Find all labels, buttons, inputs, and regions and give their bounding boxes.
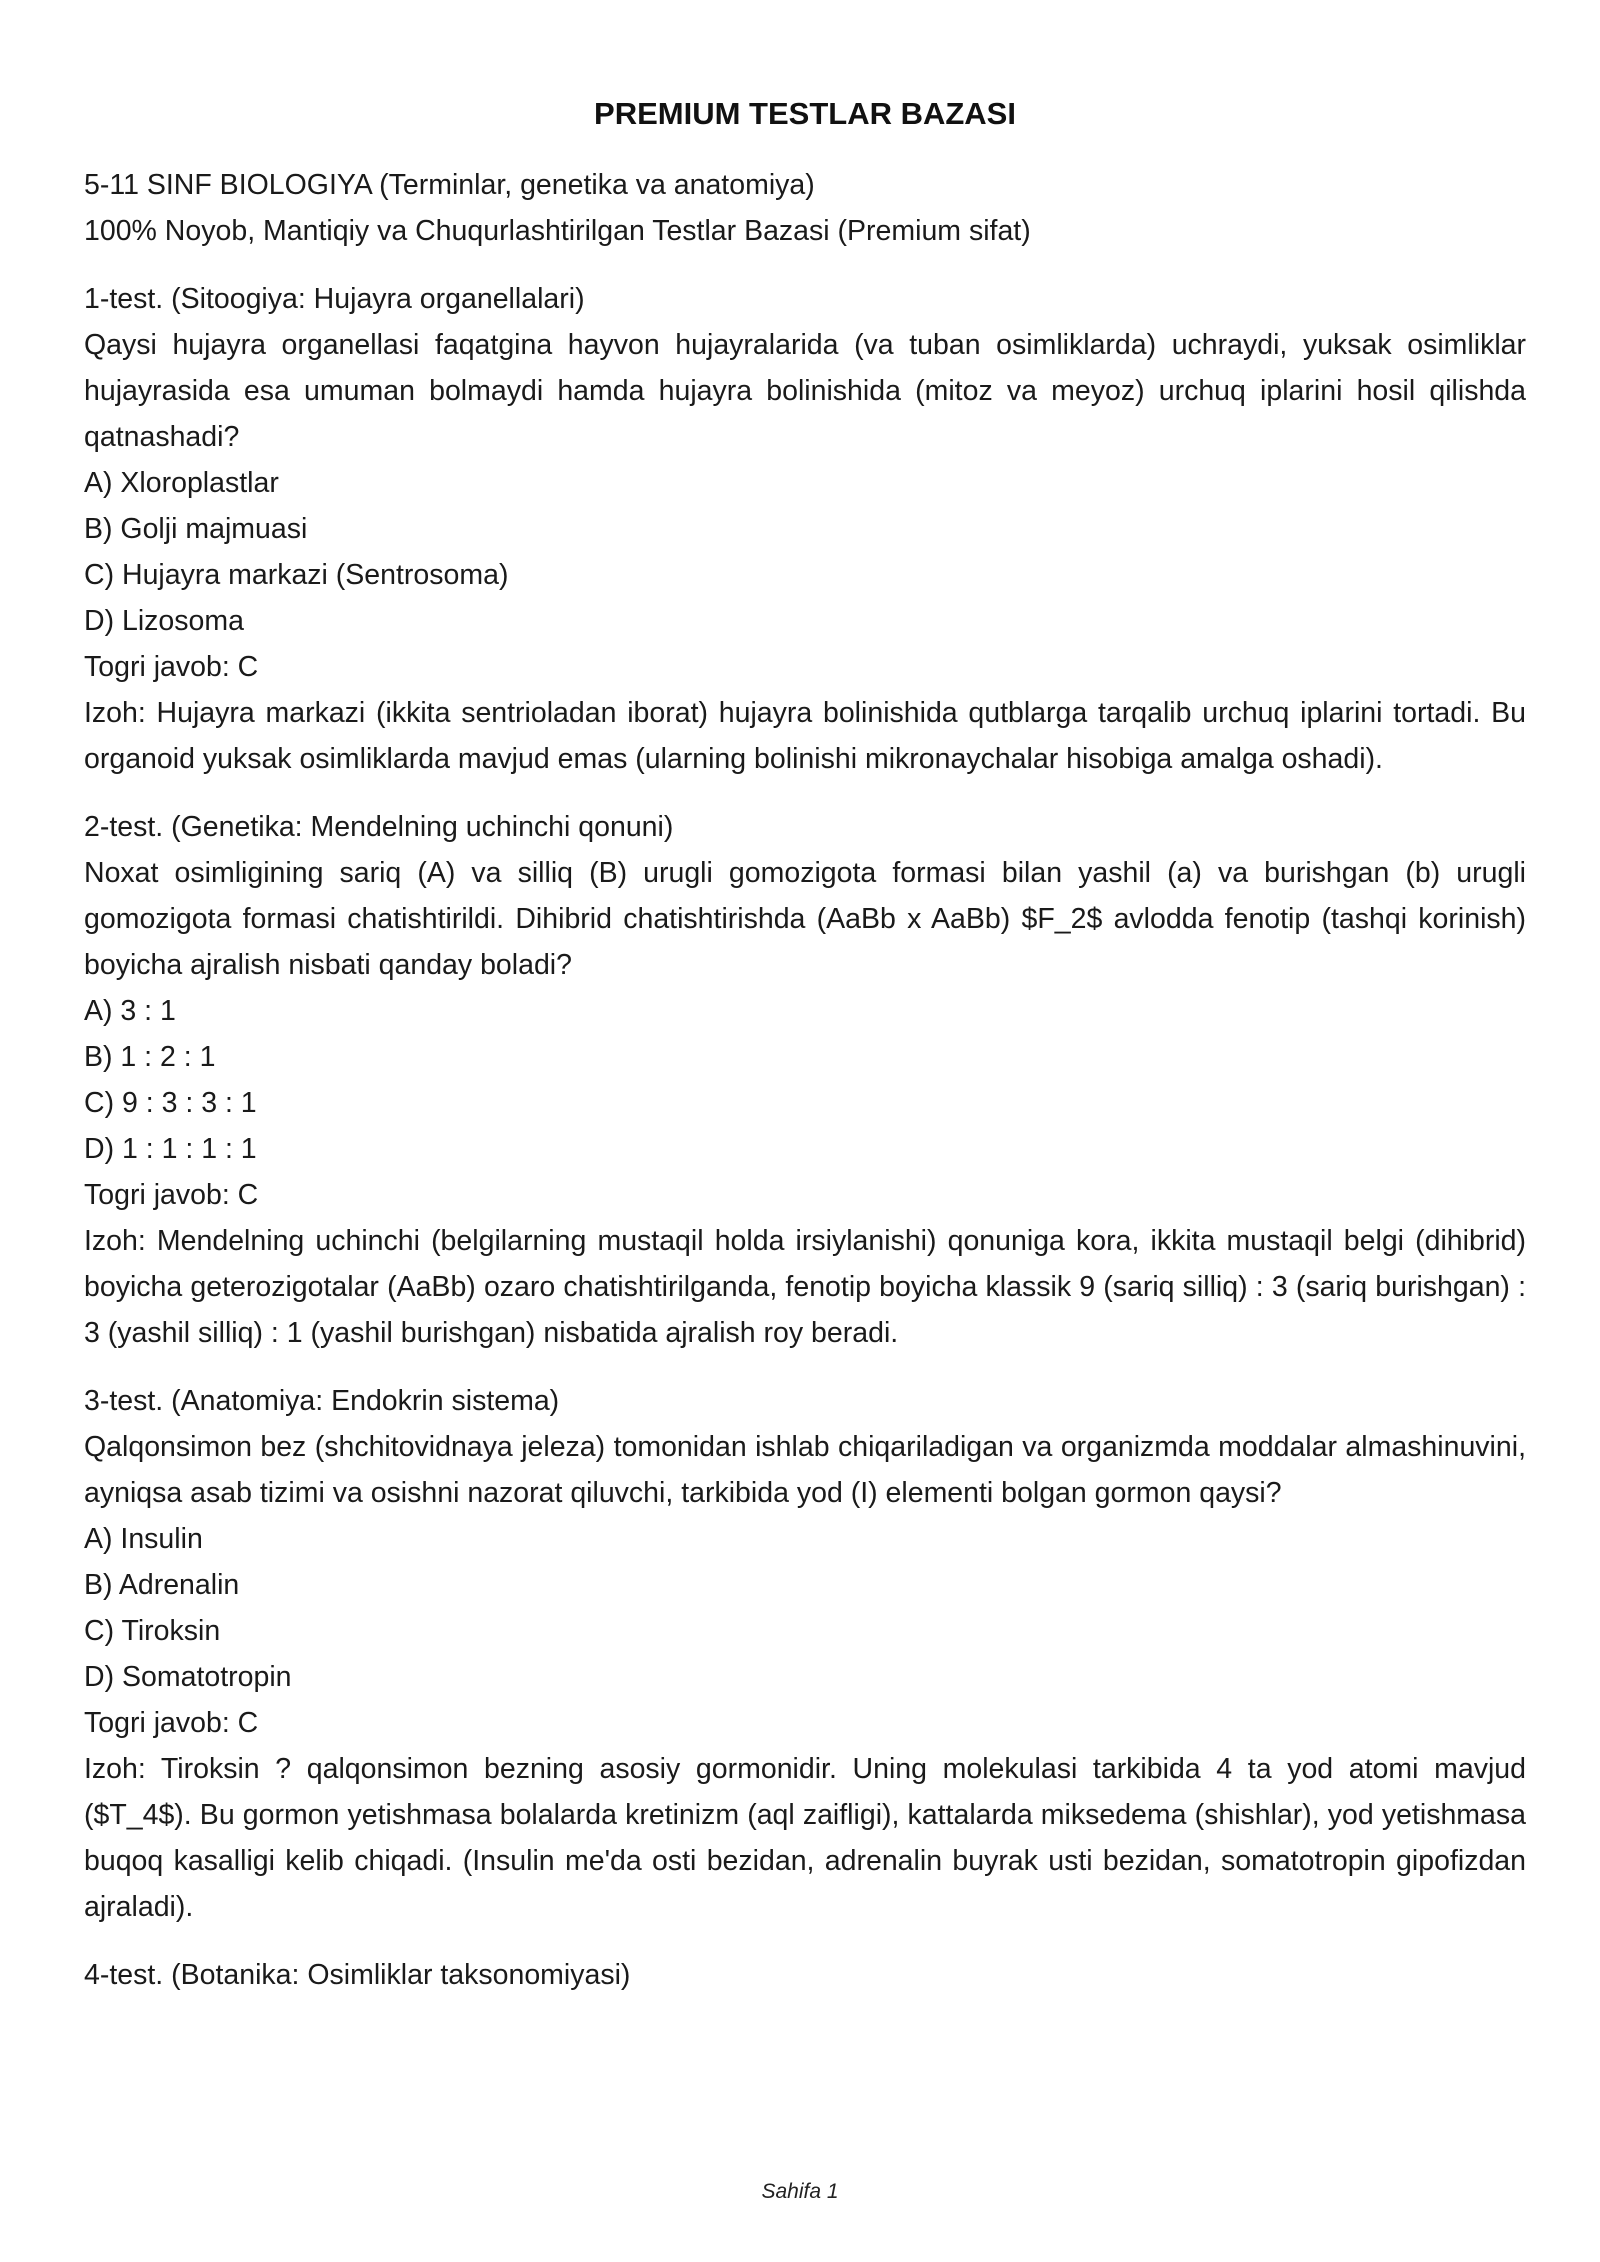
document-title: PREMIUM TESTLAR BAZASI	[594, 96, 1016, 131]
test-option-c: C) 9 : 3 : 3 : 1	[84, 1087, 257, 1119]
subtitle-line-1: 5-11 SINF BIOLOGIYA (Terminlar, genetika va anatomiya)	[84, 169, 815, 201]
page-number-label: Sahifa 1	[761, 2180, 839, 2203]
test-question: Noxat osimligining sariq (A) va silliq (B) urugli gomozigota formasi bilan yashil (a) va burishgan (b) urugli gomozigota formasi chatishtirildi. Dihibrid chatishtirishda (AaBb x AaBb) $F_2$ avlodda fenotip (tashqi korinish) boyicha ajralish nisbati qanday boladi?	[84, 857, 1526, 981]
test-answer: Togri javob: C	[84, 1707, 259, 1739]
test-explanation: Izoh: Mendelning uchinchi (belgilarning mustaqil holda irsiylanishi) qonuniga kora, ikkita mustaqil belgi (dihibrid) boyicha geterozigotalar (AaBb) ozaro chatishtirilganda, fenotip boyicha klassik 9 (sariq silliq) : 3 (sariq burishgan) : 3 (yashil silliq) : 1 (yashil burishgan) nisbatida ajralish roy beradi.	[84, 1225, 1526, 1349]
test-option-d: D) Somatotropin	[84, 1661, 292, 1693]
test-option-a: A) 3 : 1	[84, 995, 176, 1027]
test-1	[84, 276, 1526, 782]
test-answer: Togri javob: C	[84, 1179, 259, 1211]
test-heading: 2-test. (Genetika: Mendelning uchinchi qonuni)	[84, 811, 674, 843]
test-2	[84, 804, 1526, 1356]
page-footer	[0, 2180, 1600, 2204]
test-explanation: Izoh: Tiroksin ? qalqonsimon bezning asosiy gormonidir. Uning molekulasi tarkibida 4 ta yod atomi mavjud ($T_4$). Bu gormon yetishmasa bolalarda kretinizm (aql zaifligi), kattalarda miksedema (shishlar), yod yetishmasa buqoq kasalligi kelib chiqadi. (Insulin me'da osti bezidan, adrenalin buyrak usti bezidan, somatotropin gipofizdan ajraladi).	[84, 1753, 1526, 1923]
test-option-a: A) Xloroplastlar	[84, 467, 279, 499]
test-answer: Togri javob: C	[84, 651, 259, 683]
test-heading: 3-test. (Anatomiya: Endokrin sistema)	[84, 1385, 560, 1417]
test-option-b: B) Golji majmuasi	[84, 513, 308, 545]
test-option-b: B) 1 : 2 : 1	[84, 1041, 216, 1073]
subtitle-line-2: 100% Noyob, Mantiqiy va Chuqurlashtirilgan Testlar Bazasi (Premium sifat)	[84, 215, 1031, 247]
test-4	[84, 1952, 1526, 1998]
document-intro	[84, 162, 1526, 254]
test-option-d: D) 1 : 1 : 1 : 1	[84, 1133, 257, 1165]
test-option-c: C) Hujayra markazi (Sentrosoma)	[84, 559, 509, 591]
test-heading: 4-test. (Botanika: Osimliklar taksonomiyasi)	[84, 1959, 631, 1991]
test-option-b: B) Adrenalin	[84, 1569, 240, 1601]
test-question: Qalqonsimon bez (shchitovidnaya jeleza) tomonidan ishlab chiqariladigan va organizmda moddalar almashinuvini, ayniqsa asab tizimi va osishni nazorat qiluvchi, tarkibida yod (I) elementi bolgan gormon qaysi?	[84, 1431, 1526, 1509]
document-page	[84, 92, 1526, 2020]
test-option-d: D) Lizosoma	[84, 605, 244, 637]
test-option-c: C) Tiroksin	[84, 1615, 221, 1647]
test-heading: 1-test. (Sitoogiya: Hujayra organellalari)	[84, 283, 585, 315]
test-option-a: A) Insulin	[84, 1523, 203, 1555]
test-question: Qaysi hujayra organellasi faqatgina hayvon hujayralarida (va tuban osimliklarda) uchraydi, yuksak osimliklar hujayrasida esa umuman bolmaydi hamda hujayra bolinishida (mitoz va meyoz) urchuq iplarini hosil qilishda qatnashadi?	[84, 329, 1526, 453]
test-explanation: Izoh: Hujayra markazi (ikkita sentrioladan iborat) hujayra bolinishida qutblarga tarqalib urchuq iplarini tortadi. Bu organoid yuksak osimliklarda mavjud emas (ularning bolinishi mikronaychalar hisobiga amalga oshadi).	[84, 697, 1526, 775]
test-3	[84, 1378, 1526, 1930]
